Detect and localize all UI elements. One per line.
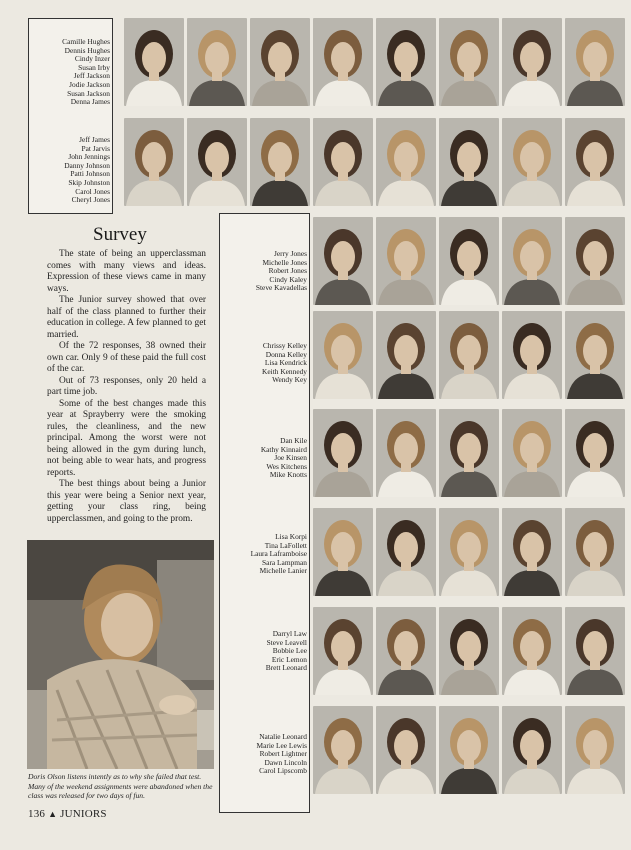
student-portrait [502, 18, 562, 106]
student-name: Susan Jackson [67, 88, 110, 98]
student-portrait [313, 217, 373, 305]
student-portrait [565, 607, 625, 695]
student-portrait [565, 118, 625, 206]
student-name: Michelle Lanier [259, 566, 307, 576]
student-portrait [313, 118, 373, 206]
student-name: Eric Lemon [271, 654, 307, 664]
student-name: Danny Johnson [64, 160, 110, 170]
student-name: Skip Johnston [68, 177, 110, 187]
student-name: Jodie Jackson [69, 79, 110, 89]
student-name: Susan Irby [78, 62, 110, 72]
student-portrait [439, 706, 499, 794]
student-portrait [313, 508, 373, 596]
candid-photo [27, 540, 214, 769]
student-name: Steve Leavell [266, 637, 307, 647]
student-portrait [502, 607, 562, 695]
photo-caption: Doris Olson listens intently as to why she failed that test. Many of the weekend assignments were abandoned when the class was released for two days of fun. [28, 772, 213, 801]
names-box-right [219, 213, 310, 813]
student-portrait [439, 311, 499, 399]
student-name: Natalie Leonard [259, 732, 307, 741]
student-portrait [502, 118, 562, 206]
student-name: Joe Kinsen [274, 453, 307, 463]
student-name: Steve Kavadellas [255, 283, 307, 293]
student-name: Kathy Kinnaird [260, 444, 307, 454]
student-portrait [439, 607, 499, 695]
student-name: Jeff James [79, 135, 110, 144]
student-name: Carol Jones [75, 186, 110, 196]
student-portrait [376, 409, 436, 497]
student-portrait [250, 118, 310, 206]
student-portrait [502, 217, 562, 305]
student-name: Marie Lee Lewis [256, 740, 307, 750]
student-name: Robert Jones [268, 266, 307, 276]
student-name: Sara Lampman [262, 557, 307, 567]
survey-paragraph: The state of being an upperclassman comes with many views and ideas. Expression of these views came in many ways. [47, 249, 206, 294]
student-portrait [502, 706, 562, 794]
name-list-row-3 [221, 250, 307, 293]
student-name: Camille Hughes [62, 37, 110, 46]
student-portrait [124, 18, 184, 106]
student-portrait [439, 118, 499, 206]
student-portrait [124, 118, 184, 206]
student-name: Darryl Law [272, 629, 307, 638]
student-name: Pat Jarvis [81, 143, 110, 153]
student-name: Lisa Kendrick [264, 358, 307, 368]
student-portrait [313, 706, 373, 794]
name-list-row-2 [30, 136, 110, 205]
student-portrait [565, 217, 625, 305]
student-name: Dawn Lincoln [264, 757, 307, 767]
student-name: Michelle Jones [262, 257, 307, 267]
student-name: Dennis Hughes [64, 45, 110, 55]
student-name: Mike Knotts [269, 470, 307, 480]
student-portrait [313, 18, 373, 106]
student-portrait [376, 607, 436, 695]
student-name: Lisa Korpi [275, 532, 307, 541]
student-portrait [376, 18, 436, 106]
student-portrait [376, 508, 436, 596]
student-portrait [313, 409, 373, 497]
page-number: 136 [28, 808, 46, 820]
survey-paragraph: Of the 72 responses, 38 owned their own car. Only 9 of these paid the full cost of the car. [47, 341, 206, 374]
name-list-row-5 [221, 437, 307, 480]
student-name: John Jennings [68, 152, 110, 162]
student-portrait [187, 18, 247, 106]
survey-paragraph: Out of 73 responses, only 20 held a part time job. [47, 375, 206, 397]
student-name: Cheryl Jones [71, 195, 110, 205]
student-name: Laura Laframboise [250, 549, 307, 559]
student-portrait [502, 508, 562, 596]
student-portrait [565, 311, 625, 399]
student-portrait [187, 118, 247, 206]
name-list-row-4 [221, 342, 307, 385]
student-name: Dan Kile [280, 436, 307, 445]
student-portrait [376, 706, 436, 794]
student-name: Patti Johnson [70, 169, 110, 179]
student-name: Jerry Jones [273, 249, 307, 258]
survey-paragraph: Some of the best changes made this year at Sprayberry were the smoking rules, the cleanliness, and the new principal. Among the worst were not being allowed in the gym during lunch, not being able to wear hats, and progress reports. [47, 398, 206, 478]
student-name: Robert Lightner [259, 749, 307, 759]
student-name: Donna Kelley [265, 349, 307, 359]
student-portrait [502, 311, 562, 399]
student-portrait [439, 409, 499, 497]
student-name: Chrissy Kelley [262, 341, 307, 350]
student-name: Cindy Inzer [74, 54, 110, 64]
section-name: JUNIORS [60, 808, 107, 820]
student-name: Brett Leonard [265, 663, 307, 673]
student-portrait [376, 118, 436, 206]
student-name: Jeff Jackson [73, 71, 110, 81]
survey-paragraph: The Junior survey showed that over half of the class planned to further their education in college. A few planned to get married. [47, 295, 206, 340]
student-portrait [439, 18, 499, 106]
student-name: Keith Kennedy [262, 366, 307, 376]
student-portrait [376, 311, 436, 399]
folio [28, 808, 107, 820]
survey-body [47, 249, 206, 525]
student-portrait [313, 607, 373, 695]
student-name: Wes Kitchens [266, 461, 307, 471]
name-list-row-1 [30, 38, 110, 107]
student-name: Denna James [70, 97, 110, 107]
student-portrait [439, 508, 499, 596]
student-portrait [565, 706, 625, 794]
student-name: Tina LaFollett [264, 540, 307, 550]
name-list-row-7 [221, 630, 307, 673]
student-portrait [565, 409, 625, 497]
student-portrait [376, 217, 436, 305]
name-list-row-6 [221, 533, 307, 576]
student-name: Cindy Kaley [269, 274, 307, 284]
student-name: Wendy Key [272, 375, 307, 385]
student-portrait [313, 311, 373, 399]
survey-title: Survey [93, 224, 147, 245]
student-portrait [565, 18, 625, 106]
student-portrait [565, 508, 625, 596]
survey-paragraph: The best things about being a Junior this year were being a Senior next year, getting your class ring, being upperclassmen, and going to the prom. [47, 479, 206, 524]
student-portrait [502, 409, 562, 497]
student-portrait [250, 18, 310, 106]
student-name: Carol Lipscomb [259, 766, 307, 776]
student-portrait [439, 217, 499, 305]
name-list-row-8 [221, 733, 307, 776]
triangle-icon: ▲ [48, 809, 58, 819]
student-name: Bobbie Lee [272, 646, 307, 656]
